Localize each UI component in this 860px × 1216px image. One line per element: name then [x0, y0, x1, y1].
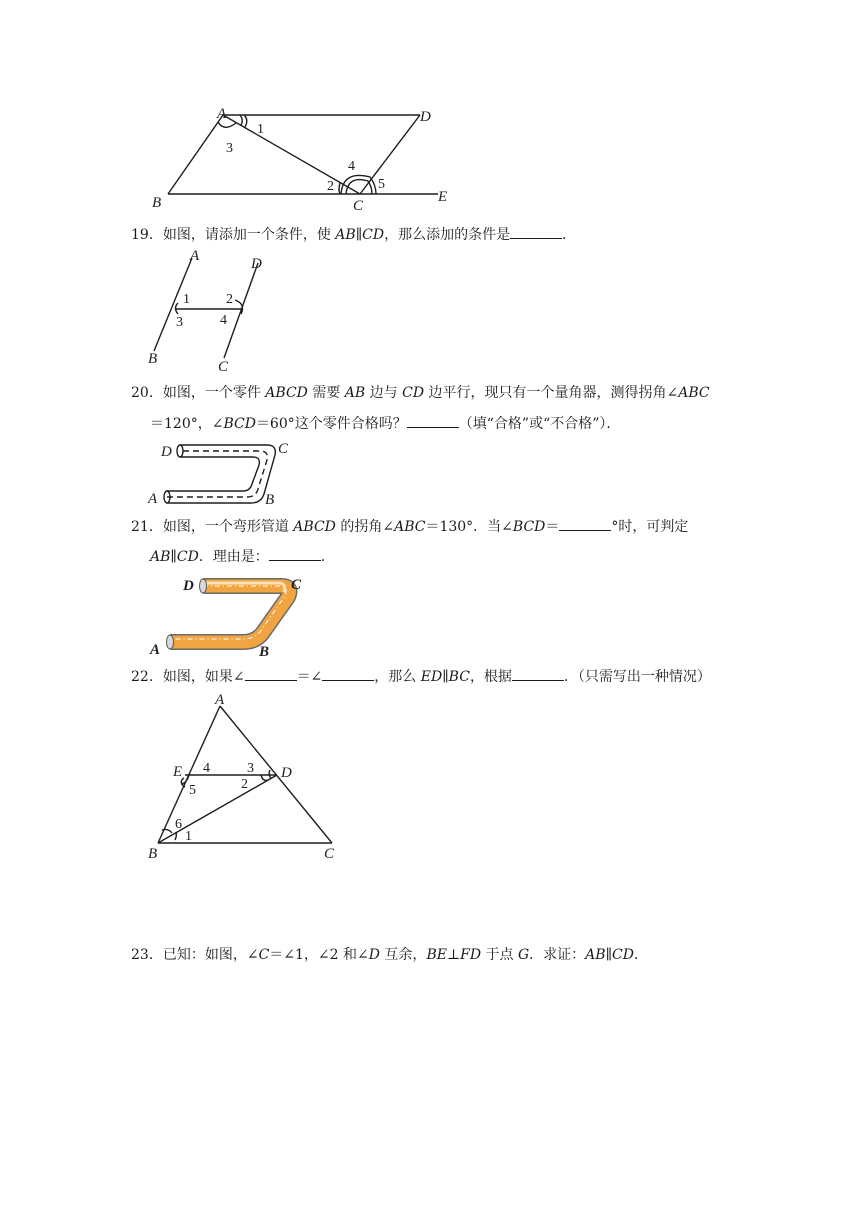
angle-abc: ABC [394, 519, 426, 535]
segment-cd: CD [402, 385, 425, 401]
question-number: 22． [131, 669, 163, 685]
answer-blank-reason[interactable] [512, 666, 564, 681]
angle-d: D [368, 947, 380, 963]
fig19-angle-4: 4 [220, 313, 227, 328]
question-text: ． [562, 227, 577, 243]
fig22-label-b: B [148, 846, 158, 862]
fig22-angle-5: 5 [189, 783, 196, 798]
fig22-label-e: E [173, 764, 183, 780]
parallel-symbol: ∥ [442, 669, 449, 685]
answer-blank[interactable] [559, 516, 611, 531]
fig18-angle-3: 3 [226, 141, 233, 156]
part-abcd: ABCD [265, 385, 308, 401]
fig21-label-a: A [150, 642, 161, 658]
fig22-label-d: D [281, 765, 292, 781]
fig19-angle-3: 3 [176, 315, 183, 330]
question-22 [131, 666, 711, 687]
segment-cd: CD [612, 947, 634, 963]
answer-blank[interactable] [510, 224, 562, 239]
question-20-line-2 [150, 413, 620, 434]
segment-cd: CD [176, 549, 199, 565]
question-text: ＝∠ [296, 669, 323, 685]
question-text: ，那么 [374, 669, 421, 685]
question-text: °时，可判定 [611, 519, 689, 535]
fig19-angle-2: 2 [226, 292, 233, 307]
fig18-label-e: E [438, 189, 448, 205]
parallel-symbol: ∥ [605, 947, 613, 963]
fig21-label-b: B [259, 644, 270, 660]
fig19-label-d: D [251, 256, 262, 272]
question-text: 需要 [307, 385, 345, 401]
question-text: ．求证： [529, 947, 586, 963]
fig22-angle-6: 6 [175, 817, 182, 832]
question-text: 如图，如果∠ [162, 669, 245, 685]
question-text: ． [633, 947, 648, 963]
fig18-label-b: B [152, 195, 162, 211]
segment-ab: AB [585, 947, 606, 963]
question-text: 如图，一个弯形管道 [162, 519, 294, 535]
figure-q20 [145, 437, 305, 512]
question-21 [131, 516, 688, 537]
fig18-angle-1: 1 [257, 122, 264, 137]
question-text: 于点 [481, 947, 518, 963]
figure-q21 [145, 572, 315, 660]
question-21-line-2 [150, 546, 335, 567]
question-number: 21． [131, 519, 163, 535]
question-text: 的拐角∠ [335, 519, 395, 535]
question-text: ，根据 [469, 669, 512, 685]
segment-bc: BC [448, 669, 470, 685]
question-text: 如图，一个零件 [162, 385, 266, 401]
fig20-label-d: D [161, 444, 172, 460]
figure-q19 [140, 248, 280, 378]
fig18-label-d: D [420, 109, 431, 125]
angle-c: C [258, 947, 270, 963]
question-number: 19． [131, 227, 163, 243]
angle-abc: ABC [678, 385, 710, 401]
question-text: 边平行，现只有一个量角器，测得拐角∠ [424, 385, 679, 401]
fig20-label-c: C [278, 441, 289, 457]
question-text: 已知：如图，∠ [162, 947, 259, 963]
fig19-angle-1: 1 [183, 292, 190, 307]
question-text: ．（只需写出一种情况） [563, 669, 711, 685]
answer-blank[interactable] [407, 413, 459, 428]
pipe-abcd: ABCD [293, 519, 336, 535]
question-text: ，那么添加的条件是 [384, 227, 511, 243]
question-text: 如图，请添加一个条件，使 [162, 227, 336, 243]
fig22-label-c: C [324, 846, 335, 862]
question-text: ＝∠1，∠2 和∠ [269, 947, 369, 963]
fig22-label-a: A [215, 692, 225, 708]
answer-blank-angle-2[interactable] [322, 666, 374, 681]
question-20 [131, 383, 710, 403]
segment-ab: AB [344, 385, 366, 401]
fig22-angle-3: 3 [247, 761, 254, 776]
figure-q18 [140, 100, 470, 215]
fig19-label-b: B [148, 351, 158, 367]
segment-fd: FD [460, 947, 482, 963]
question-text: ． [320, 549, 335, 565]
angle-bcd: BCD [223, 416, 256, 432]
fig18-angle-5: 5 [378, 177, 385, 192]
fig21-label-c: C [291, 577, 302, 593]
answer-blank[interactable] [269, 546, 321, 561]
question-23 [131, 945, 648, 965]
figure-q22 [140, 690, 350, 868]
fig22-angle-2: 2 [241, 777, 248, 792]
question-text: ＝130°．当∠ [425, 519, 513, 535]
parallel-symbol: ∥ [355, 227, 363, 243]
fig22-angle-4: 4 [203, 761, 210, 776]
question-text: ＝120°，∠ [150, 416, 224, 432]
fig20-label-a: A [148, 491, 158, 507]
fig20-label-b: B [265, 492, 275, 508]
fig18-label-c: C [353, 198, 364, 214]
segment-cd: CD [362, 227, 385, 243]
question-text: ＝ [545, 519, 560, 535]
segment-be: BE [426, 947, 447, 963]
question-text: ＝60°这个零件合格吗？ [255, 416, 407, 432]
fig18-angle-2: 2 [327, 179, 334, 194]
question-text: 边与 [365, 385, 403, 401]
fig19-label-a: A [190, 248, 200, 264]
question-number: 23． [131, 947, 163, 963]
fig18-label-a: A [217, 106, 227, 122]
fig18-angle-4: 4 [348, 159, 355, 174]
parallel-symbol: ∥ [170, 549, 177, 565]
question-19 [131, 224, 576, 245]
angle-bcd: BCD [512, 519, 546, 535]
fig21-label-d: D [183, 578, 194, 594]
perpendicular-symbol: ⊥ [446, 947, 461, 963]
point-g: G [517, 947, 530, 963]
answer-blank-angle-1[interactable] [245, 666, 297, 681]
question-number: 20． [131, 385, 163, 401]
fig22-angle-1: 1 [185, 829, 192, 844]
segment-ab: AB [150, 549, 171, 565]
segment-ab: AB [335, 227, 356, 243]
segment-ed: ED [420, 669, 443, 685]
question-text: ．理由是： [198, 549, 269, 565]
question-text: 互余， [379, 947, 427, 963]
fig19-label-c: C [218, 359, 229, 375]
question-text: （填“合格”或“不合格”）． [458, 416, 621, 432]
